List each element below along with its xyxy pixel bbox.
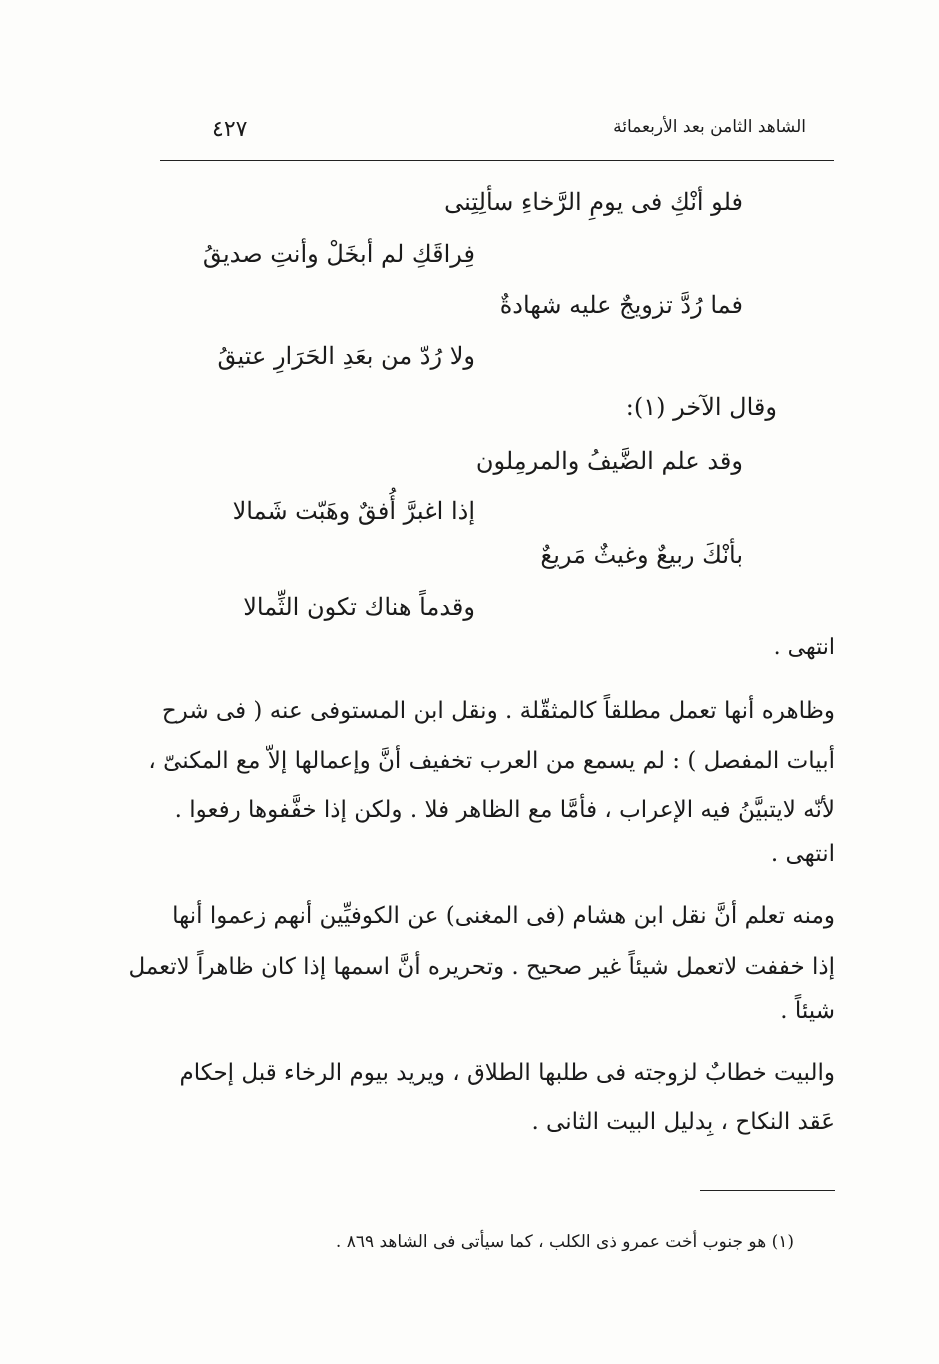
header-rule [160,160,834,161]
poem2-line-1: وقد علم الضَّيفُ والمرمِلون [475,447,743,475]
poem2-intro: وقال الآخر (١): [625,393,777,421]
poem1-line-1: فلو أنْكِ فى يومِ الرَّخاءِ سألِتِنى [444,188,743,216]
paragraph-1-line-3: لأنّه لايتبيَّنُ فيه الإعراب ، فأمَّا مع الظاهر فلا . ولكن إذا خفَّفوها رفعوا . [174,797,835,823]
poem1-line-3: فما رُدَّ تزويجٌ عليه شهادةٌ [499,291,743,319]
footnote: (١) هو جنوب أخت عمرو ذى الكلب ، كما سيأتى فى الشاهد ٨٦٩ . [335,1232,794,1252]
footnote-rule [700,1190,835,1191]
running-header-title: الشاهد الثامن بعد الأربعمائة [613,117,806,137]
paragraph-2-line-1: ومنه تعلم أنَّ نقل ابن هشام (فى المغنى) عن الكوفيِّين أنهم زعموا أنها [172,903,835,929]
end-marker: انتهى . [773,635,835,660]
poem2-line-4: وقدماً هناك تكون الثِّمالا [243,593,475,621]
paragraph-1-line-4: انتهى . [770,841,835,867]
poem2-line-3: بأنْكَ ربيعٌ وغيثٌ مَريعٌ [540,541,743,569]
paragraph-2-line-3: شيئاً . [780,998,835,1024]
poem1-line-2: فِراقَكِ لم أبخَلْ وأنتِ صديقُ [202,240,475,268]
poem2-line-2: إذا اغبرَّ أُفقٌ وهَبّت شَمالا [232,497,475,525]
paragraph-1-line-2: أبيات المفصل ) : لم يسمع من العرب تخفيف أنَّ وإعمالها إلاّ مع المكنىّ ، [148,748,835,774]
paragraph-3-line-2: عَقد النكاح ، بِدليل البيت الثانى . [531,1109,835,1135]
paragraph-3-line-1: والبيت خطابٌ لزوجته فى طلبها الطلاق ، ويريد بيوم الرخاء قبل إحكام [179,1060,835,1086]
poem1-line-4: ولا رُدّ من بعَدِ الحَرَارِ عتيقُ [217,342,475,370]
paragraph-1-line-1: وظاهره أنها تعمل مطلقاً كالمثقّلة . ونقل ابن المستوفى عنه ( فى شرح [161,698,835,724]
page-number: ٤٢٧ [212,117,248,142]
paragraph-2-line-2: إذا خففت لاتعمل شيئاً غير صحيح . وتحريره أنَّ اسمها إذا كان ظاهراً لاتعمل [128,954,835,980]
